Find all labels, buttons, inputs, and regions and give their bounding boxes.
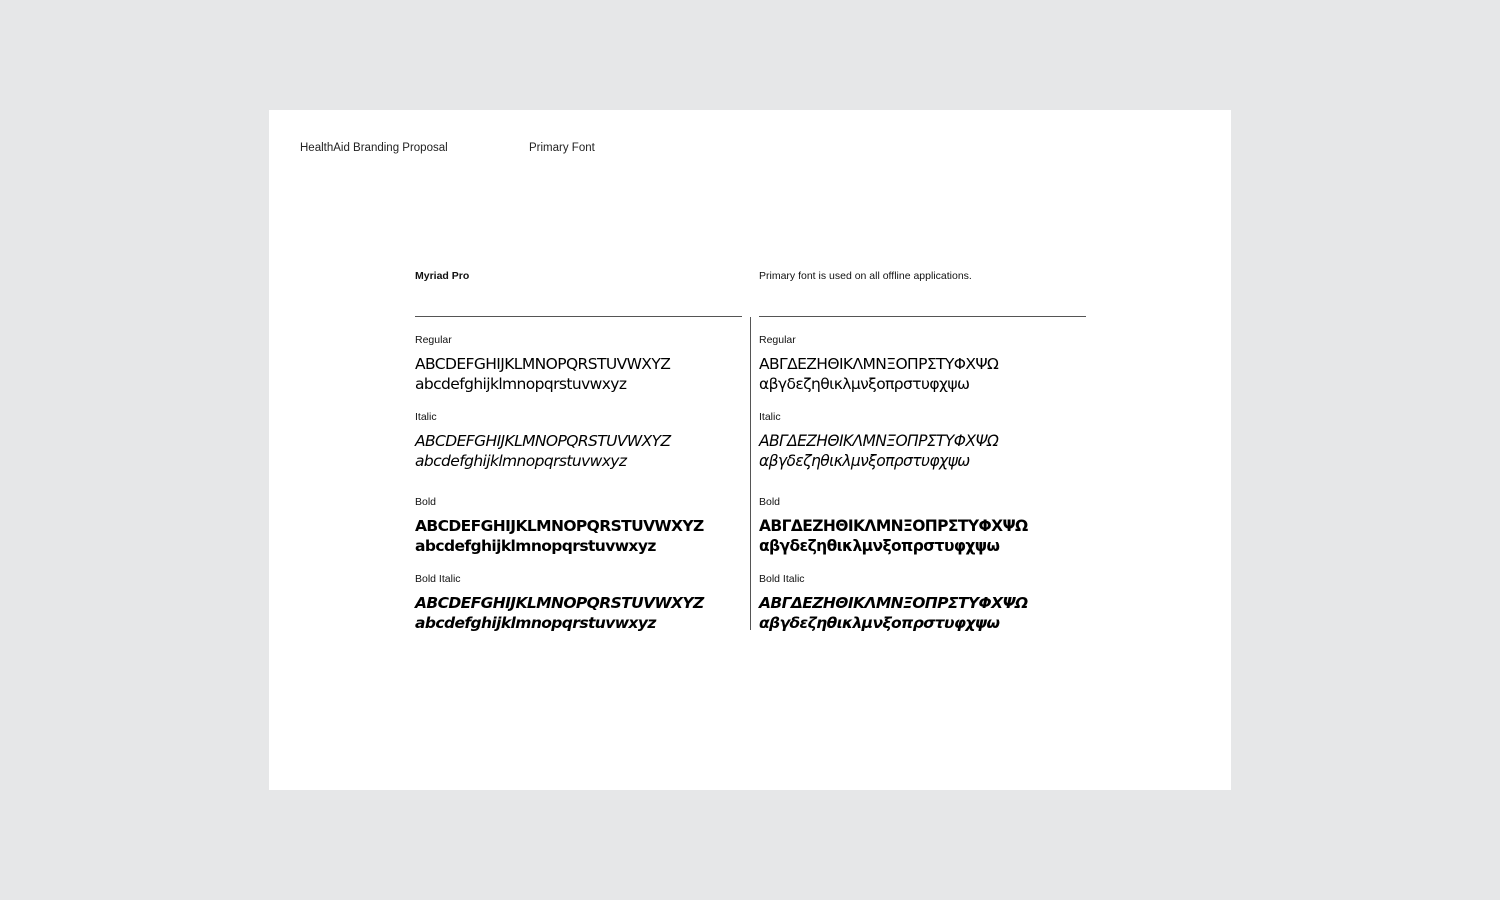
style-label: Bold Italic xyxy=(759,573,805,585)
style-label: Italic xyxy=(759,411,781,423)
style-label: Bold xyxy=(415,496,437,508)
style-label: Bold xyxy=(759,496,781,508)
uppercase-sample: ABCDEFGHIJKLMNOPQRSTUVWXYZ xyxy=(415,432,671,450)
latin-regular-block xyxy=(415,334,755,394)
style-label: Bold Italic xyxy=(415,573,461,585)
lowercase-sample: abcdefghijklmnopqrstuvwxyz xyxy=(415,614,656,632)
section-title: Primary Font xyxy=(529,142,595,154)
lowercase-sample: abcdefghijklmnopqrstuvwxyz xyxy=(415,537,656,555)
uppercase-sample: ΑΒΓΔΕΖΗΘΙΚΛΜΝΞΟΠΡΣΤΥΦΧΨΩ xyxy=(759,517,1028,535)
latin-bold-italic-block xyxy=(415,573,755,633)
uppercase-sample: ABCDEFGHIJKLMNOPQRSTUVWXYZ xyxy=(415,355,671,373)
uppercase-sample: ABCDEFGHIJKLMNOPQRSTUVWXYZ xyxy=(415,594,704,612)
lowercase-sample: αβγδεζηθικλμνξοπρστυφχψω xyxy=(759,375,970,393)
greek-regular-block xyxy=(759,334,1099,394)
lowercase-sample: αβγδεζηθικλμνξοπρστυφχψω xyxy=(759,614,1000,632)
latin-bold-block xyxy=(415,496,755,556)
left-rule xyxy=(415,316,742,317)
greek-bold-italic-block xyxy=(759,573,1099,633)
uppercase-sample: ΑΒΓΔΕΖΗΘΙΚΛΜΝΞΟΠΡΣΤΥΦΧΨΩ xyxy=(759,432,999,450)
lowercase-sample: abcdefghijklmnopqrstuvwxyz xyxy=(415,452,627,470)
document-title: HealthAid Branding Proposal xyxy=(300,142,448,154)
font-usage-note: Primary font is used on all offline applications. xyxy=(759,270,972,282)
style-label: Italic xyxy=(415,411,437,423)
lowercase-sample: αβγδεζηθικλμνξοπρστυφχψω xyxy=(759,537,1000,555)
greek-italic-block xyxy=(759,411,1099,471)
lowercase-sample: abcdefghijklmnopqrstuvwxyz xyxy=(415,375,627,393)
style-label: Regular xyxy=(759,334,796,346)
uppercase-sample: ABCDEFGHIJKLMNOPQRSTUVWXYZ xyxy=(415,517,704,535)
right-rule xyxy=(759,316,1086,317)
uppercase-sample: ΑΒΓΔΕΖΗΘΙΚΛΜΝΞΟΠΡΣΤΥΦΧΨΩ xyxy=(759,594,1028,612)
document-page xyxy=(269,110,1231,790)
lowercase-sample: αβγδεζηθικλμνξοπρστυφχψω xyxy=(759,452,970,470)
latin-italic-block xyxy=(415,411,755,471)
font-name: Myriad Pro xyxy=(415,270,470,282)
style-label: Regular xyxy=(415,334,452,346)
uppercase-sample: ΑΒΓΔΕΖΗΘΙΚΛΜΝΞΟΠΡΣΤΥΦΧΨΩ xyxy=(759,355,999,373)
greek-bold-block xyxy=(759,496,1099,556)
